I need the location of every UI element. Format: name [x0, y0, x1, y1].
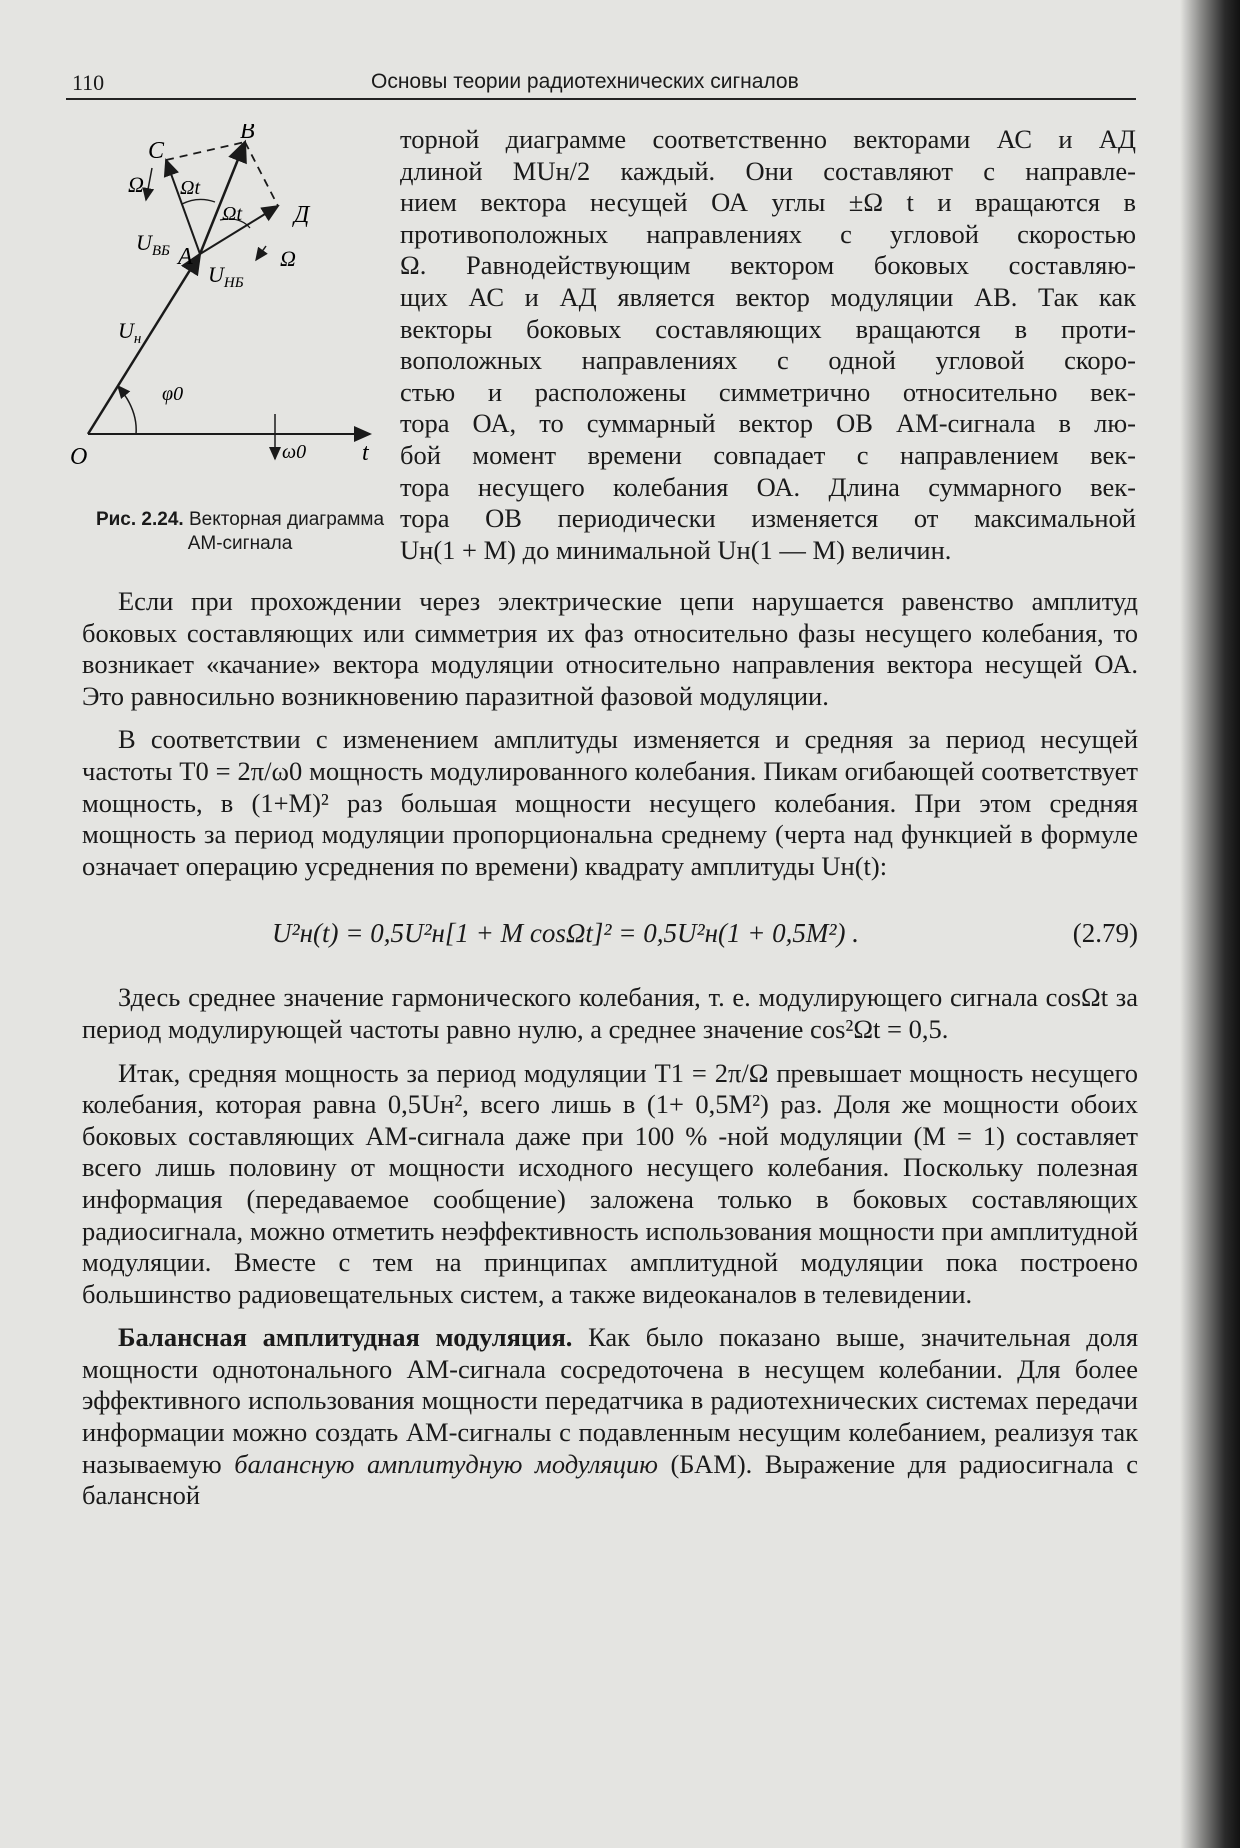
label-u-nb: $U_{НБ}$: [208, 262, 244, 291]
paragraph-mean-value: Здесь среднее значение гармонического колебания, т. е. модулирующего сигнала cosΩt за период модулирующей частоты равно нулю, а среднее значение cos²Ωt = 0,5.: [82, 982, 1138, 1044]
side-line: Uн(1 + M) до минимальной Uн(1 — M) величин.: [400, 534, 952, 565]
omega-t-arc-left: [182, 199, 215, 204]
paragraph-balanced-modulation: [82, 1322, 1138, 1512]
label-b: B: [240, 124, 255, 144]
section-heading-inline: Балансная амплитудная модуляция.: [118, 1322, 573, 1353]
side-line: нием вектора несущей ОА углы ±Ω t и вращаются в: [400, 187, 1136, 218]
label-omega0: ω0: [282, 441, 307, 463]
rotation-arrow-left: [146, 168, 152, 200]
label-d: Д: [294, 202, 310, 228]
carrier-vector-oa: [88, 254, 200, 434]
side-line: векторы боковых составляющих вращаются в проти-: [400, 313, 1136, 344]
paragraph-text: Как было показано выше, значительная доля мощности однотонального АМ-сигнала сосредоточена в несущем колебании. Для более эффективного использования мощности передатчика в радиотехнических системах передачи информации можно создать АМ-сигналы с подавленным несущим колебанием, реализуя так называемую: [82, 1322, 1139, 1479]
vector-diagram: [70, 124, 390, 504]
side-line: щих АС и АД является вектор модуляции АВ. Так как: [400, 281, 1136, 312]
label-u-vb: $U_{ВБ}$: [136, 230, 170, 259]
page-header: [66, 70, 1136, 100]
label-omega-t-right: Ωt: [222, 203, 243, 225]
side-line: тора несущего колебания ОА. Длина суммарного век-: [400, 471, 1136, 502]
side-line: стью и расположены симметрично относительно век-: [400, 376, 1136, 407]
rotation-arrow-right: [256, 246, 266, 260]
label-o: O: [70, 444, 88, 470]
figure-caption: [90, 508, 390, 556]
label-t: t: [362, 440, 369, 466]
label-u-n: $U_н$: [118, 318, 142, 347]
paragraph-power-efficiency: Итак, средняя мощность за период модуляции T1 = 2π/Ω превышает мощность несущего колебания, которая равна 0,5Uн², всего лишь в (1+ 0,5M²) раз. Доля же мощности обоих боковых составляющих АМ-сигнала даже при 100 % -ной модуляции (M = 1) составляет всего лишь половину от мощности исходного несущего колебания. Поскольку полезная информация (передаваемое сообщение) заложена только в боковых составляющих радиосигнала, можно отметить неэффективность использования мощности при амплитудной модуляции. Вместе с тем на принципах амплитудной модуляции пока построено большинство радиовещательных систем, а также видеоканалов в телевидении.: [82, 1057, 1138, 1309]
running-title: Основы теории радиотехнических сигналов: [371, 70, 799, 93]
side-line: Ω. Равнодействующим вектором боковых составляю-: [400, 250, 1136, 281]
label-phi0: φ0: [162, 383, 184, 405]
phi0-arc: [118, 386, 136, 434]
term-italic: балансную амплитудную модуляцию: [234, 1448, 658, 1479]
side-line: тора ОА, то суммарный вектор ОВ АМ-сигнала в лю-: [400, 408, 1136, 439]
formula-number: (2.79): [1072, 918, 1138, 949]
dashed-cb: [166, 142, 245, 160]
label-omega-left: Ω: [128, 172, 144, 197]
dashed-bd: [245, 142, 278, 206]
side-line: длиной MUн/2 каждый. Они составляют с направле-: [400, 155, 1136, 186]
paragraph-text-end: (БАМ). Выражение для радиосигнала с балансной: [82, 1448, 1138, 1511]
side-line: тора ОВ периодически изменяется от максимальной: [400, 503, 1136, 534]
page-number: 110: [72, 70, 105, 95]
figure-caption-text: Векторная диаграмма АМ-сигнала: [187, 509, 385, 554]
vector-diagram-figure: [70, 124, 390, 564]
side-column-text: [400, 124, 1136, 566]
label-omega-t-left: Ωt: [180, 177, 201, 199]
side-line: противоположных направлениях с угловой скоростью: [400, 218, 1136, 249]
formula-expression: U²н(t) = 0,5U²н[1 + M cosΩt]² = 0,5U²н(1 + 0,5M²) .: [272, 918, 860, 949]
formula-2-79: [82, 898, 1138, 970]
paragraph-average-power: В соответствии с изменением амплитуды изменяется и средняя за период несущей частоты T0 = 2π/ω0 мощность модулированного колебания. Пикам огибающей соответствует мощность, в (1+M)² раз большая мощности несущего колебания. При этом средняя мощность за период модуляции пропорциональна среднему (черта над функцией в формуле означает операцию усреднения по времени) квадрату амплитуды Uн(t):: [82, 724, 1138, 881]
side-line: торной диаграмме соответственно векторами АС и АД: [400, 124, 1136, 154]
page-edge-shadow: [1180, 0, 1240, 1848]
side-line: бой момент времени совпадает с направлением век-: [400, 439, 1136, 470]
sideband-vector-ac: [166, 160, 200, 254]
figure-caption-number: Рис. 2.24.: [95, 509, 184, 530]
body-text: [82, 586, 1138, 1524]
label-a: A: [178, 244, 193, 270]
side-line: воположных направлениях с одной угловой скоро-: [400, 345, 1136, 376]
label-c: C: [148, 138, 165, 164]
label-omega-right: Ω: [280, 246, 296, 271]
paragraph-phase-modulation: Если при прохождении через электрические цепи нарушается равенство амплитуд боковых составляющих или симметрия их фаз относительно фазы несущего колебания, то возникает «качание» вектора модуляции относительно направления вектора несущей ОА. Это равносильно возникновению паразитной фазовой модуляции.: [82, 586, 1138, 711]
modulation-vector-ab: [200, 142, 245, 254]
